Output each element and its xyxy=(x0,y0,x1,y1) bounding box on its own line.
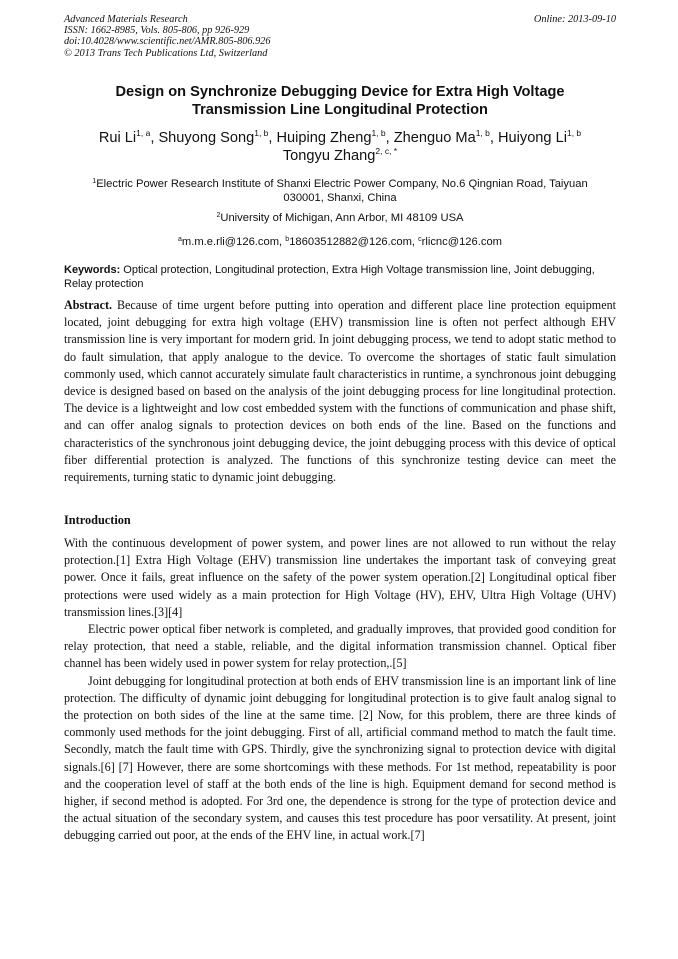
author-name: Zhenguo Ma xyxy=(393,130,476,146)
abstract-paragraph xyxy=(64,297,616,486)
author-separator: , xyxy=(385,130,394,146)
intro-paragraph-1: With the continuous development of power system, and power lines are not allowed to run without the relay protection.[1] Extra High Voltage (EHV) transmission line undertakes the important task of conveying great power. Once it fails, great influence on the safety of the power system operation.[2] Longitudinal optical fiber protections were used widely as a main protection for High Voltage (HV), EHV, Ultra High Voltage (UHV) transmission lines.[3][4] xyxy=(64,536,616,619)
introduction-section xyxy=(64,535,616,845)
keywords-label: Keywords: xyxy=(64,264,121,276)
doi-line: doi:10.4028/www.scientific.net/AMR.805-806.926 xyxy=(64,36,271,48)
author-line-2 xyxy=(64,147,616,165)
affiliation-2 xyxy=(64,211,616,225)
affiliation-1 xyxy=(64,177,616,205)
keywords-text: Optical protection, Longitudinal protection, Extra High Voltage transmission line, Joint debugging, Relay protection xyxy=(64,264,595,290)
email-address: m.m.e.rli@126.com, xyxy=(181,236,286,248)
author-separator: , xyxy=(489,130,498,146)
copyright-line: © 2013 Trans Tech Publications Ltd, Switzerland xyxy=(64,47,268,59)
author-mark: 1, b xyxy=(475,128,490,138)
keywords-section xyxy=(64,263,616,291)
affiliation-text: Electric Power Research Institute of Shanxi Electric Power Company, No.6 Qingnian Road, Taiyuan xyxy=(96,178,588,190)
author-mark: 1, b xyxy=(371,128,386,138)
intro-paragraph-3: Joint debugging for longitudinal protection at both ends of EHV transmission line is an important link of line protection. The difficulty of dynamic joint debugging for longitudinal protection is to give fault analog signal to the protection on both sides of the line at the same time. [2] Now, for this problem, there are three kinds of commonly used methods for the joint debugging. First of all, artificial command method to match the fault time. Secondly, match the fault time with GPS. Thirdly, give the synchronizing signal to protection device with digital signals.[6] [7] However, there are some shortcomings with these methods. For 1st method, repeatability is poor and the cooperation level of staff at the both ends of the line is high. Equipment demand for second method is higher, if second method is adopted. For 3rd one, the dependence is strong for the type of protection device and the actual situation of the secondary system, and causes this test procedure has poor versatility. At present, joint debugging carried out poor, at the ends of the EHV line, in actual work.[7] xyxy=(64,673,616,843)
abstract-section xyxy=(64,297,616,486)
email-mark: c xyxy=(418,236,422,243)
affiliation-mark: 2 xyxy=(216,212,221,219)
author-name: Rui Li xyxy=(98,130,137,146)
author-separator: , xyxy=(268,130,277,146)
issn-line: ISSN: 1662-8985, Vols. 805-806, pp 926-929 xyxy=(64,25,250,37)
email-mark: a xyxy=(178,236,182,243)
affiliation-1-line-1 xyxy=(64,177,616,191)
intro-paragraph-2: Electric power optical fiber network is completed, and gradually improves, that provided good condition for relay protection, that need a stable, reliable, and the digital information transmission channel. Optical fiber channel has been widely used in power system for relay protection,.[5] xyxy=(64,622,616,671)
author-mark: 2, c, * xyxy=(375,146,398,156)
journal-name: Advanced Materials Research xyxy=(64,14,188,25)
author-line-1 xyxy=(64,129,616,147)
title-line-1: Design on Synchronize Debugging Device for Extra High Voltage xyxy=(115,84,565,100)
author-mark: 1, a xyxy=(136,128,151,138)
journal-header xyxy=(64,14,616,59)
author-name: Tongyu Zhang xyxy=(282,148,376,164)
email-mark: b xyxy=(285,236,290,243)
author-name: Shuyong Song xyxy=(158,130,255,146)
affiliation-text: University of Michigan, Ann Arbor, MI 48109 USA xyxy=(220,212,464,224)
author-name: Huiyong Li xyxy=(498,130,567,146)
abstract-label: Abstract. xyxy=(64,298,113,312)
author-mark: 1, b xyxy=(254,128,269,138)
author-mark: 1, b xyxy=(566,128,582,138)
affiliation-1-line-2: 030001, Shanxi, China xyxy=(283,192,397,204)
email-line xyxy=(64,235,616,249)
author-separator: , xyxy=(150,130,159,146)
author-name: Huiping Zheng xyxy=(276,130,372,146)
introduction-heading: Introduction xyxy=(64,513,131,527)
paper-title xyxy=(64,83,616,119)
email-address: 18603512882@126.com, xyxy=(289,236,419,248)
abstract-text: Because of time urgent before putting into operation and different place line protection equipment located, joint debugging for extra high voltage (EHV) transmission line is often not perfect although EHV transmission line is very important for modern grid. In joint debugging process, we tend to adopt static method to do fault simulation, that apply analogue to the device. To overcome the shortages of static fault simulation commonly used, which cannot accurately simulate fault characteristics in runtime, a synchronous joint debugging device is designed based on based on the analysis of the joint debugging process for line longitudinal protection. The device is a lightweight and low cost embedded system with the functions of communication and phase shift, and can offer analog signals to protection devices on both ends of the line. Based on the functions and characteristics of the synchronous joint debugging device, the joint debugging process with this device of optical fiber differential protection is analyzed. The functions of this synchronize testing device can meet the requirements, turning static to dynamic joint debugging. xyxy=(64,298,616,485)
online-date: Online: 2013-09-10 xyxy=(533,14,616,25)
affiliation-mark: 1 xyxy=(92,178,97,185)
author-list xyxy=(64,129,616,165)
title-line-2: Transmission Line Longitudinal Protection xyxy=(192,102,488,118)
email-address: rlicnc@126.com xyxy=(421,236,502,248)
